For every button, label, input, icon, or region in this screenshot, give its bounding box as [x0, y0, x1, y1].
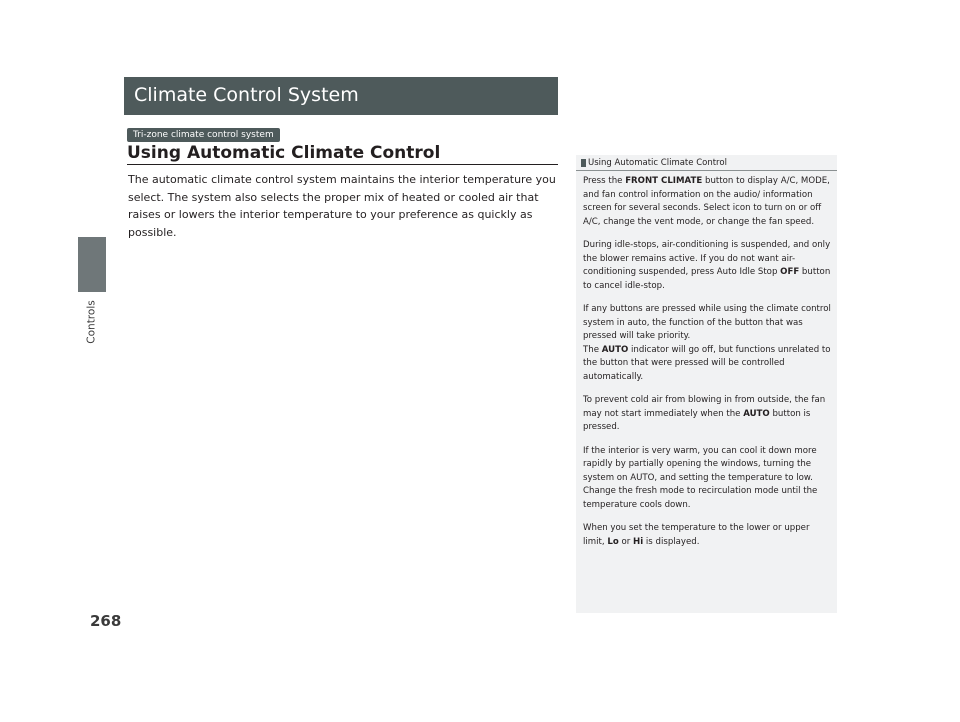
- page-title: Climate Control System: [134, 84, 359, 106]
- section-body: The automatic climate control system maintains the interior temperature you select. The system also selects the proper mix of heated or cooled air that raises or lowers the interior temperature to your preference as quickly as possible.: [128, 173, 556, 239]
- sidebar-divider: [576, 170, 837, 171]
- note-idle-stop: During idle-stops, air-conditioning is suspended, and only the blower remains active. If you do not want air-conditioning suspended, press Auto Idle Stop OFF button to cancel idle-stop.: [583, 240, 831, 291]
- note-front-climate: Press the FRONT CLIMATE button to display A/C, MODE, and fan control information on the audio/ information screen for several seconds. Select icon to turn on or off A/C, change the vent mode, or change the fan speed.: [583, 176, 830, 227]
- section-heading: Using Automatic Climate Control: [127, 143, 441, 163]
- heading-divider: [127, 164, 558, 165]
- sidebar-title: Using Automatic Climate Control: [588, 158, 727, 168]
- scope-badge: Tri-zone climate control system: [127, 128, 280, 142]
- page-number: 268: [90, 612, 122, 630]
- reference-marker-icon: [581, 159, 586, 167]
- note-warm-interior: If the interior is very warm, you can cool it down more rapidly by partially opening the windows, turning the system on AUTO, and setting the temperature to low. Change the fresh mode to recirculation mode until the temperature cools down.: [583, 445, 818, 510]
- sidebar-header: [581, 158, 727, 168]
- chapter-side-tab: [78, 237, 106, 292]
- side-label-text: Controls: [86, 300, 98, 344]
- note-cold-air: To prevent cold air from blowing in from outside, the fan may not start immediately when the AUTO button is pressed.: [583, 395, 826, 432]
- reference-sidebar: [576, 155, 837, 613]
- note-button-priority: If any buttons are pressed while using the climate control system in auto, the function of the button that was pressed will take priority. The AUTO indicator will go off, but functions unrelated to the button that were pressed will be controlled automatically.: [583, 304, 831, 382]
- note-temperature-limit: When you set the temperature to the lower or upper limit, Lo or Hi is displayed.: [583, 523, 810, 547]
- chapter-title-band: [124, 77, 558, 114]
- sidebar-notes: [583, 175, 833, 559]
- title-divider: [124, 114, 558, 115]
- chapter-side-label: [80, 298, 104, 346]
